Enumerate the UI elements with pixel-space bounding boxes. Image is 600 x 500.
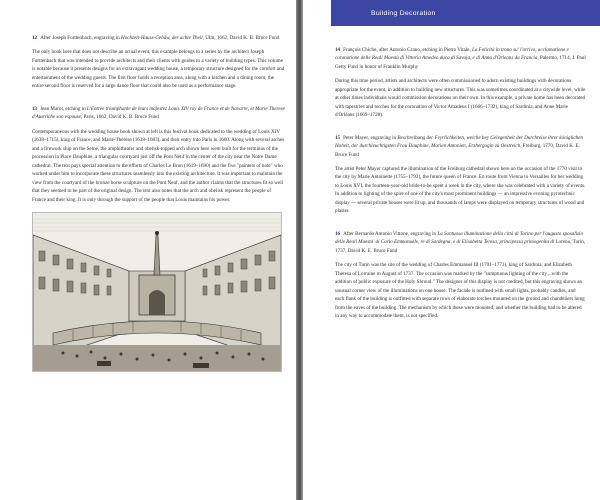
entry-15-body: The artist Peter Mayer captured the illumination of the Freiburg cathedral shown here on the occasion of the 1770 visit to the city by Marie Antoinette (1755–1793), the future queen of France. En route from Vienna to Versailles for her wedding to Louis XVI, the fourteen-year-old bride-to-be spent a week in the city, where she was celebrated with a variety of events. In addition to lighting of the spire of one of the city's most prominent buildings — an impressive evening pyrotechnic display — several private houses were lit up, and thousands of lamps were displayed on temporary structures of wood and plaster. — [335, 165, 586, 215]
book-gutter — [296, 0, 303, 500]
right-page — [303, 0, 600, 500]
entry-16-body: The city of Turin was the site of the wedding of Charles Emmanuel III (1701–1773), king of Sardinia, and Elizabeth Theresa of Lorraine in August of 1737. The occasion was marked by the "sumptuous lighting of the city....with the addition of public exposure of the Holy Shroud." The designer of this display is not credited, but this engraving shows an unusual corner view of the illuminations on one house. The facade is outlined with small lights, probably candles, and each flank of the building is outfitted with separate rows of elaborate torches mounted on the ground and chandeliers hung from the eaves of the building. The mechanism by which these were mounted, and whether the building had to be altered in any way to accommodate them, is not specified. — [335, 262, 585, 320]
entry-13-body: Contemporaneous with the wedding house book shown at left is this festival book dedicated to the wedding of Louis XIV (1638–1715), king of France, and Marie-Thérèse (1638–1683), and their entry into Paris in 1660. Along with several arches and a firework ship on the Seine, the amphitheater and obelisk-topped arch shown here were built for the terminus of the procession in Place Dauphine, a triangular courtyard just off the Pont Neuf in the center of the city near the Notre Dame cathedral. The text pays special attention to the efforts of Charles Le Brun (1619–1690) and the five "painters of note" who worked under him to incorporate these structures seamlessly into the existing architecture. It was important to maintain the view from the courtyard of the bronze horse sculpture on the Pont Neuf, and the author claims that the structures fit so well that they seemed to be part of the original design. The text also notes that the arch and obelisk represent the people of France and their king. It is only through the support of the people that Louis maintains his power. — [32, 128, 285, 203]
entry-number: 15 — [335, 134, 341, 141]
entry-13-head: 13 Jean Marot, etching in L'Entrée triomphante de leurs majestez Louis XIV roy de France et de Navarre, et Marie Therese d'Austriche son espouse, Paris, 1662, David K. B. Bruce Fund — [32, 105, 285, 121]
entry-number: 16 — [335, 230, 341, 237]
entry-14-head: 14 François Chiche, after Antonio Grano, etching in Pietro Vitale, La Felicità in trono su' l'arrivo, acclamatione e coronatione delle Reali Maestà di Vittorio Amedeo duca di Savoja, e di Anna d'Orleans da Francia, Palermo, 1714, J. Paul Getty Fund in honor of Franklin Murphy — [335, 47, 586, 70]
entry-number: 13 — [32, 105, 38, 112]
entry-12-head: 12 After Joseph Furttenbach, engraving in Hochzeit-Hauss-Gebäw, der achte Theil, Ulm, 1662, David K. B. Bruce Fund — [32, 35, 280, 41]
entry-15-head: 15 Peter Mayer, engraving in Beschreibung der Feyrlichkeiten, welche bey Gelegenheit der Durchreise ihrer königlichen Hoheit, der durchleuchtigsten Frau Dauphine, Marien Antonien, Erzhergogin zu Oestreich, Freiburg, 1770, David K. E. Bruce Fund — [335, 134, 584, 158]
entry-number: 14 — [335, 47, 341, 53]
left-page — [0, 0, 296, 500]
entry-12-body: The only book here that does not describe an actual event, this example belongs to a series by the architect Joseph Furttenbach that was intended to provide architects and their clients with guides to a variety of building types. This volume is notable because it presents designs for an extravagant wedding house, a temporary structure designed for the comfort and entertainment of the wedding guests. The first floor holds a reception area, along with a kitchen and a dining room; the entire second floor is reserved for a large dance floor that could also be used as a performance stage. — [32, 49, 285, 90]
entry-16-head: 16 After Bernardo Antonio Vittone, engraving in La Sontuosa illuminazione della città di Torino per l'augusto sposalizio delle Reali Maestà' di Carlo Emmanuele, re di Sardegna, e di Elisabetta Teresa, principessa primogenita di Lorena, Turin, 1737, David K. E. Bruce Fund — [335, 230, 586, 254]
entry-14-body: During this time period, artists and architects were often commissioned to adorn existing buildings with decorations appropriate for the event, in addition to building new structures. This was sometimes coordinated at a citywide level, while at other times individuals would commission decorations on their own. In this example, a private home has been decorated with tapestries and torches for the coronation of Victor Amadeus I (1666–1732), king of Sardinia, and Anne Marie d'Orléans (1669–1728). — [335, 78, 586, 119]
entry-number: 12 — [32, 35, 38, 41]
engraving-illustration — [32, 212, 282, 372]
section-title: Building Decoration — [371, 9, 436, 17]
section-header — [331, 0, 600, 26]
